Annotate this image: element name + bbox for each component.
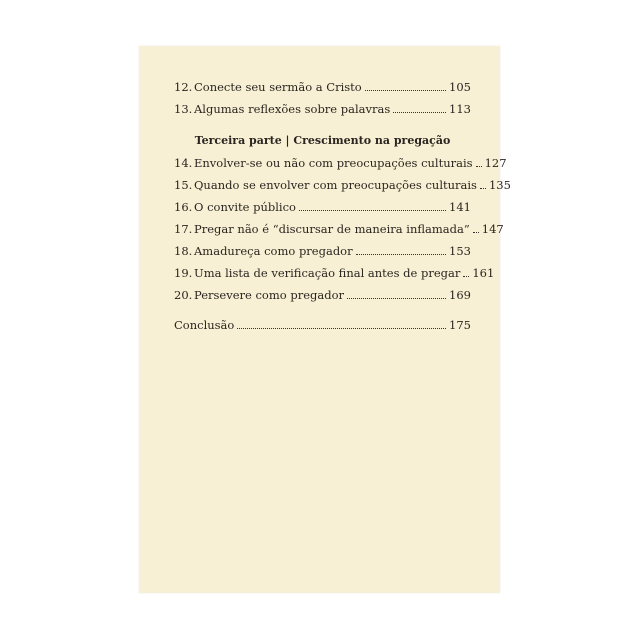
table-of-contents [174, 76, 511, 336]
entry-page: 161 [472, 266, 495, 280]
dot-leader [480, 188, 486, 189]
entry-number: 13. [174, 102, 193, 116]
dot-leader [356, 254, 446, 255]
entry-title: Persevere como pregador [194, 288, 345, 302]
toc-entry-13 [174, 98, 471, 120]
entry-page: 175 [449, 318, 471, 332]
entry-title: Uma lista de verificação final antes de pregar [194, 266, 461, 280]
spacer [174, 306, 471, 314]
entry-number: 14. [174, 156, 193, 170]
entry-title: Amadureça como pregador [194, 244, 353, 258]
entry-page: 113 [449, 102, 471, 116]
toc-entry-17 [174, 218, 504, 240]
toc-entry-19 [174, 262, 495, 284]
entry-page: 147 [481, 222, 504, 236]
entry-number: 20. [174, 288, 193, 302]
toc-entry-15 [174, 174, 511, 196]
entry-title: Algumas reflexões sobre palavras [194, 102, 391, 116]
dot-leader [347, 298, 446, 299]
toc-entry-16 [174, 196, 471, 218]
entry-number: 16. [174, 200, 193, 214]
dot-leader [365, 90, 446, 91]
entry-title: O convite público [194, 200, 296, 214]
entry-page: 105 [449, 80, 471, 94]
entry-page: 127 [484, 156, 507, 170]
book-page [139, 46, 511, 593]
dot-leader [237, 328, 446, 329]
toc-entry-conclusion [174, 314, 471, 336]
section-heading: Terceira parte | Crescimento na pregação [194, 134, 451, 147]
toc-entry-12 [174, 76, 471, 98]
entry-page: 169 [449, 288, 471, 302]
dot-leader [473, 232, 479, 233]
entry-number: 17. [174, 222, 193, 236]
entry-page: 141 [449, 200, 471, 214]
entry-number: 18. [174, 244, 193, 258]
entry-page: 153 [449, 244, 471, 258]
dot-leader [299, 210, 446, 211]
entry-number: 15. [174, 178, 193, 192]
entry-title: Conclusão [174, 318, 235, 332]
entry-page: 135 [488, 178, 511, 192]
dot-leader [393, 112, 446, 113]
entry-number: 12. [174, 80, 193, 94]
entry-title: Conecte seu sermão a Cristo [194, 80, 362, 94]
entry-title: Pregar não é “discursar de maneira inflamada” [194, 222, 470, 236]
toc-entry-14 [174, 152, 507, 174]
dot-leader [476, 166, 482, 167]
toc-entry-20 [174, 284, 471, 306]
entry-title: Quando se envolver com preocupações culturais [194, 178, 477, 192]
toc-entry-18 [174, 240, 471, 262]
entry-number: 19. [174, 266, 193, 280]
dot-leader [463, 276, 469, 277]
entry-title: Envolver-se ou não com preocupações culturais [194, 156, 473, 170]
